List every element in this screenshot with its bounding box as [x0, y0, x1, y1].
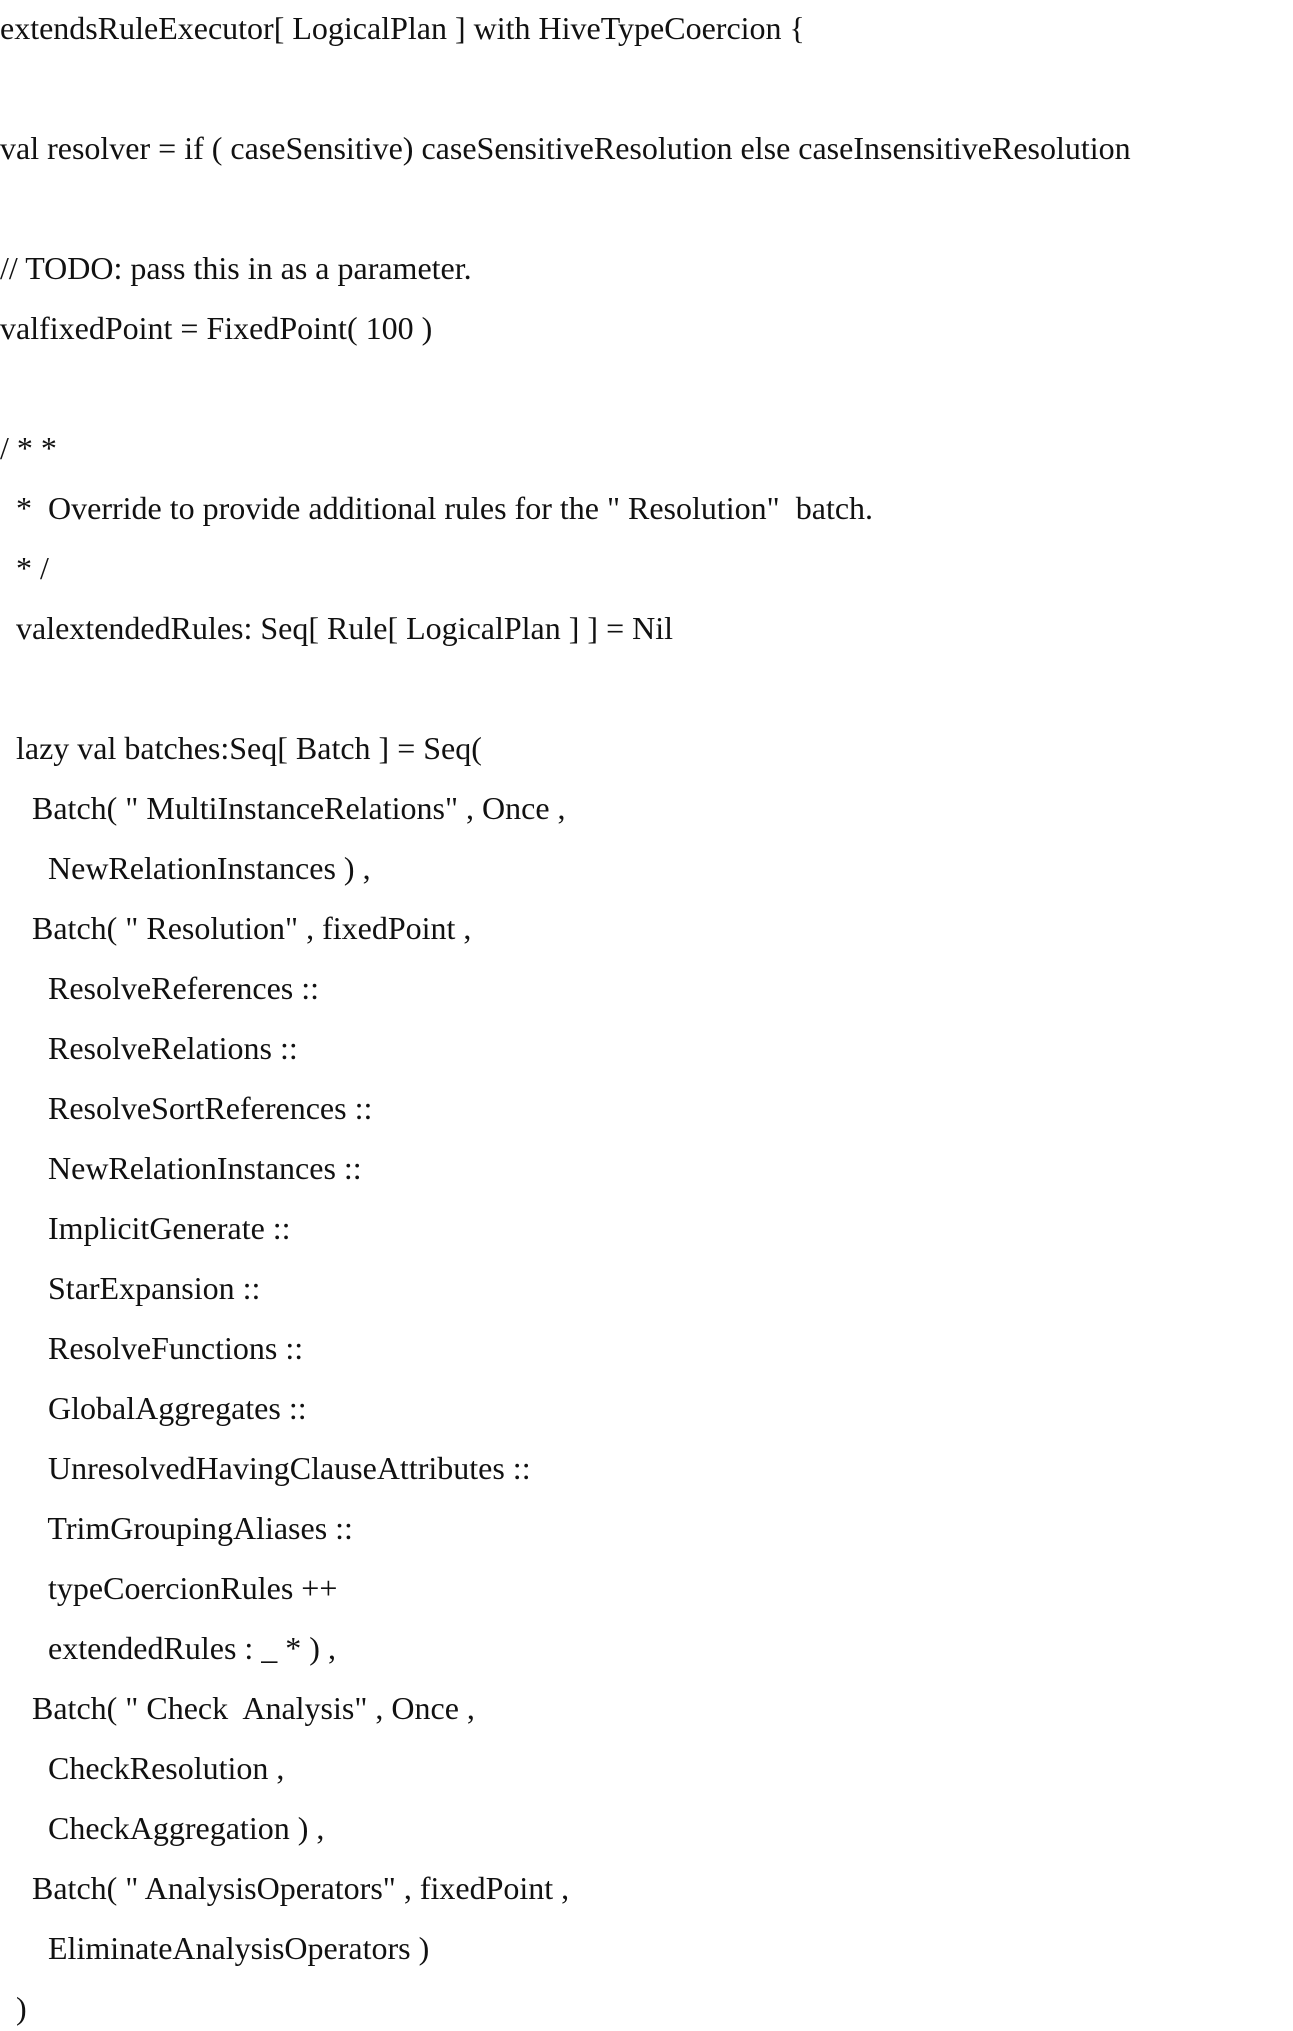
code-line: lazy val batches:Seq[ Batch ] = Seq(: [0, 730, 482, 766]
code-line: Batch( " Resolution" , fixedPoint ,: [0, 910, 472, 946]
code-line: TrimGroupingAliases ::: [0, 1510, 353, 1546]
code-line: CheckAggregation ) ,: [0, 1810, 325, 1846]
code-line: Batch( " Check Analysis" , Once ,: [0, 1690, 475, 1726]
code-line: CheckResolution ,: [0, 1750, 285, 1786]
code-line: extendedRules : _ * ) ,: [0, 1630, 336, 1666]
code-line: ): [0, 1990, 27, 2026]
code-line: extendsRuleExecutor[ LogicalPlan ] with HiveTypeCoercion {: [0, 10, 805, 46]
code-line: ImplicitGenerate ::: [0, 1210, 291, 1246]
code-line: StarExpansion ::: [0, 1270, 261, 1306]
code-line: NewRelationInstances ::: [0, 1150, 362, 1186]
code-line: EliminateAnalysisOperators ): [0, 1930, 430, 1966]
code-line: Batch( " MultiInstanceRelations" , Once ,: [0, 790, 566, 826]
code-line: valextendedRules: Seq[ Rule[ LogicalPlan ] ] = Nil: [0, 610, 673, 646]
code-line: * Override to provide additional rules for the " Resolution" batch.: [0, 490, 874, 526]
code-line: ResolveRelations ::: [0, 1030, 298, 1066]
code-line: / * *: [0, 430, 57, 466]
code-line: Batch( " AnalysisOperators" , fixedPoint ,: [0, 1870, 570, 1906]
code-line: // TODO: pass this in as a parameter.: [0, 250, 472, 286]
code-line: valfixedPoint = FixedPoint( 100 ): [0, 310, 433, 346]
code-line: ResolveFunctions ::: [0, 1330, 304, 1366]
code-line: NewRelationInstances ) ,: [0, 850, 371, 886]
code-line: ResolveSortReferences ::: [0, 1090, 373, 1126]
code-line: GlobalAggregates ::: [0, 1390, 307, 1426]
code-line: UnresolvedHavingClauseAttributes ::: [0, 1450, 531, 1486]
code-line: typeCoercionRules ++: [0, 1570, 338, 1606]
code-line: * /: [0, 550, 49, 586]
code-line: val resolver = if ( caseSensitive) caseSensitiveResolution else caseInsensitiveResolution: [0, 130, 1131, 166]
code-line: ResolveReferences ::: [0, 970, 319, 1006]
